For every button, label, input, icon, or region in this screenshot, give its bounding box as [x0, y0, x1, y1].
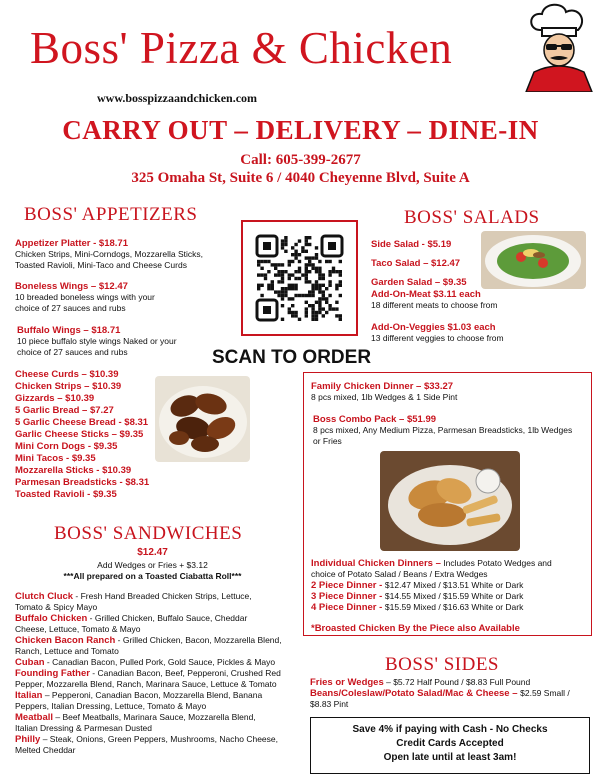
item-desc: $2.59 Small / [520, 688, 570, 698]
item-desc: - Grilled Chicken, Bacon, Mozzarella Blend, [115, 635, 282, 645]
broasted-note: *Broasted Chicken By the Piece also Available [311, 623, 520, 634]
list-item [15, 690, 305, 712]
list-item: Gizzards – $10.39 [15, 393, 95, 404]
item-desc: Chicken Strips, Mini-Corndogs, Mozzarella Sticks, [15, 249, 204, 259]
item-desc: – Pepperoni, Canadian Bacon, Mozzarella Blend, Banana [42, 690, 263, 700]
item-desc: Ranch, Lettuce and Tomato [15, 646, 119, 656]
add-on-veggies [371, 322, 591, 344]
list-item: Parmesan Breadsticks - $8.31 [15, 477, 150, 488]
list-item [15, 657, 305, 668]
item-desc: 13 different veggies to choose from [371, 333, 504, 343]
list-item: Mini Tacos - $9.35 [15, 453, 96, 464]
piece-name: 2 Piece Dinner - [311, 580, 385, 591]
cash-discount: Save 4% if paying with Cash - No Checks [352, 724, 548, 735]
chicken-dinners-box [303, 372, 592, 636]
item-desc: - Canadian Bacon, Pulled Pork, Gold Sauce, Pickles & Mayo [44, 657, 276, 667]
qr-code-icon[interactable] [243, 222, 356, 334]
piece-price: $12.47 Mixed / $13.51 White or Dark [384, 580, 524, 590]
item-name: Individual Chicken Dinners – [311, 558, 441, 569]
list-item: Chicken Strips – $10.39 [15, 381, 122, 392]
payment-info-box [310, 717, 590, 774]
item-desc: – Beef Meatballs, Marinara Sauce, Mozzarella Blend, [53, 712, 256, 722]
item-name: Fries or Wedges [310, 677, 384, 688]
item-desc: – Steak, Onions, Green Peppers, Mushrooms, Nacho Cheese, [40, 734, 278, 744]
item-desc: 10 breaded boneless wings with your [15, 292, 155, 302]
address: 325 Omaha St, Suite 6 / 4040 Cheyenne Blvd, Suite A [131, 170, 470, 186]
item-name: Appetizer Platter - $18.71 [15, 238, 128, 249]
open-late: Open late until at least 3am! [383, 752, 517, 763]
item-desc: - Canadian Bacon, Beef, Pepperoni, Crushed Red [89, 668, 281, 678]
sides-list [310, 677, 595, 710]
item-name: Clutch Cluck [15, 591, 74, 602]
sandwich-list [15, 591, 305, 756]
qr-code-frame[interactable] [241, 220, 358, 336]
list-item: Cheese Curds – $10.39 [15, 369, 119, 380]
piece-name: 3 Piece Dinner - [311, 591, 385, 602]
list-item [15, 613, 305, 635]
family-chicken-dinner [311, 381, 586, 403]
item-name: Founding Father [15, 668, 90, 679]
phone-number[interactable]: Call: 605-399-2677 [240, 152, 361, 168]
credit-cards: Credit Cards Accepted [396, 738, 504, 749]
website-url[interactable]: www.bosspizzaandchicken.com [97, 91, 258, 105]
item-name: Buffalo Chicken [15, 613, 88, 624]
item-desc: 18 different meats to choose from [371, 300, 498, 310]
service-headline: CARRY OUT – DELIVERY – DINE-IN [62, 115, 539, 145]
individual-chicken-dinners [311, 558, 591, 613]
sides-title: BOSS' SIDES [385, 654, 499, 675]
item-desc: Melted Cheddar [15, 745, 76, 755]
sandwiches-title: BOSS' SANDWICHES [54, 523, 243, 544]
item-desc: Includes Potato Wedges and [440, 558, 552, 568]
salad-photo [481, 231, 586, 289]
item-desc: Cheese, Lettuce, Tomato & Mayo [15, 624, 141, 634]
appetizers-title: BOSS' APPETIZERS [24, 204, 198, 225]
item-desc: or Fries [313, 436, 342, 446]
item-desc: Peppers, Italian Dressing, Lettuce, Tomato & Mayo [15, 701, 207, 711]
list-item [15, 712, 305, 734]
item-name: Buffalo Wings – $18.71 [17, 325, 121, 336]
item-desc: 10 piece buffalo style wings Naked or your [17, 336, 177, 346]
brand-title: Boss' Pizza & Chicken [30, 23, 453, 73]
item-name: Family Chicken Dinner – $33.27 [311, 381, 454, 392]
item-name: Italian [15, 690, 43, 701]
list-item: Mozzarella Sticks - $10.39 [15, 465, 132, 476]
salad-list [371, 239, 467, 289]
buffalo-wings [17, 325, 242, 358]
item-desc: - Fresh Hand Breaded Chicken Strips, Lettuce, [73, 591, 252, 601]
piece-price: $15.59 Mixed / $16.63 White or Dark [384, 602, 524, 612]
item-name: Cuban [15, 657, 45, 668]
chef-mascot-icon [520, 2, 598, 92]
item-desc: choice of Potato Salad / Beans / Extra Wedges [311, 569, 488, 579]
list-item [15, 668, 305, 690]
sandwich-addon: Add Wedges or Fries + $3.12 [97, 560, 208, 570]
item-name: Philly [15, 734, 41, 745]
scan-to-order-label: SCAN TO ORDER [212, 347, 372, 368]
item-desc: Italian Dressing & Parmesan Dusted [15, 723, 153, 733]
list-item [15, 635, 305, 657]
item-name: Add-On-Meat $3.11 each [371, 289, 481, 300]
list-item: 5 Garlic Bread – $7.27 [15, 405, 114, 416]
chicken-photo [380, 451, 520, 551]
list-item: Side Salad - $5.19 [371, 239, 452, 250]
item-desc: Toasted Ravioli, Mini-Taco and Cheese Curds [15, 260, 187, 270]
item-name: Chicken Bacon Ranch [15, 635, 116, 646]
item-desc: - Grilled Chicken, Buffalo Sauce, Cheddar [87, 613, 248, 623]
salads-title: BOSS' SALADS [404, 207, 540, 228]
list-item: Garlic Cheese Sticks – $9.35 [15, 429, 144, 440]
list-item [15, 734, 305, 756]
item-name: Add-On-Veggies $1.03 each [371, 322, 496, 333]
sandwich-note: ***All prepared on a Toasted Ciabatta Roll*** [63, 571, 242, 581]
list-item: 5 Garlic Cheese Bread - $8.31 [15, 417, 149, 428]
wings-photo [155, 376, 250, 462]
item-name: Boss Combo Pack – $51.99 [313, 414, 437, 425]
add-on-meat [371, 289, 591, 311]
item-desc: $8.83 Pint [310, 699, 349, 709]
piece-price: $14.55 Mixed / $15.59 White or Dark [384, 591, 524, 601]
item-name: Boneless Wings – $12.47 [15, 281, 128, 292]
item-name: Meatball [15, 712, 54, 723]
item-name: Beans/Coleslaw/Potato Salad/Mac & Cheese – [310, 688, 521, 699]
piece-name: 4 Piece Dinner - [311, 602, 385, 613]
item-desc: Tomato & Spicy Mayo [15, 602, 98, 612]
list-item [15, 591, 305, 613]
appetizer-platter [15, 238, 240, 271]
item-desc: Pepper, Mozzarella Blend, Ranch, Marinara Sauce, Lettuce & Tomato [15, 679, 277, 689]
sandwich-price: $12.47 [137, 547, 168, 558]
item-desc: – $5.72 Half Pound / $8.83 Full Pound [383, 677, 531, 687]
item-desc: choice of 27 sauces and rubs [15, 303, 126, 313]
boss-combo-pack [313, 414, 588, 447]
item-desc: choice of 27 sauces and rubs [17, 347, 128, 357]
item-desc: 8 pcs mixed, 1lb Wedges & 1 Side Pint [311, 392, 458, 402]
appetizer-list [15, 369, 149, 501]
list-item: Mini Corn Dogs - $9.35 [15, 441, 118, 452]
boneless-wings [15, 281, 240, 314]
list-item: Taco Salad – $12.47 [371, 258, 461, 269]
item-desc: 8 pcs mixed, Any Medium Pizza, Parmesan Breadsticks, 1lb Wedges [313, 425, 573, 435]
list-item: Toasted Ravioli - $9.35 [15, 489, 117, 500]
list-item: Garden Salad – $9.35 [371, 277, 467, 288]
